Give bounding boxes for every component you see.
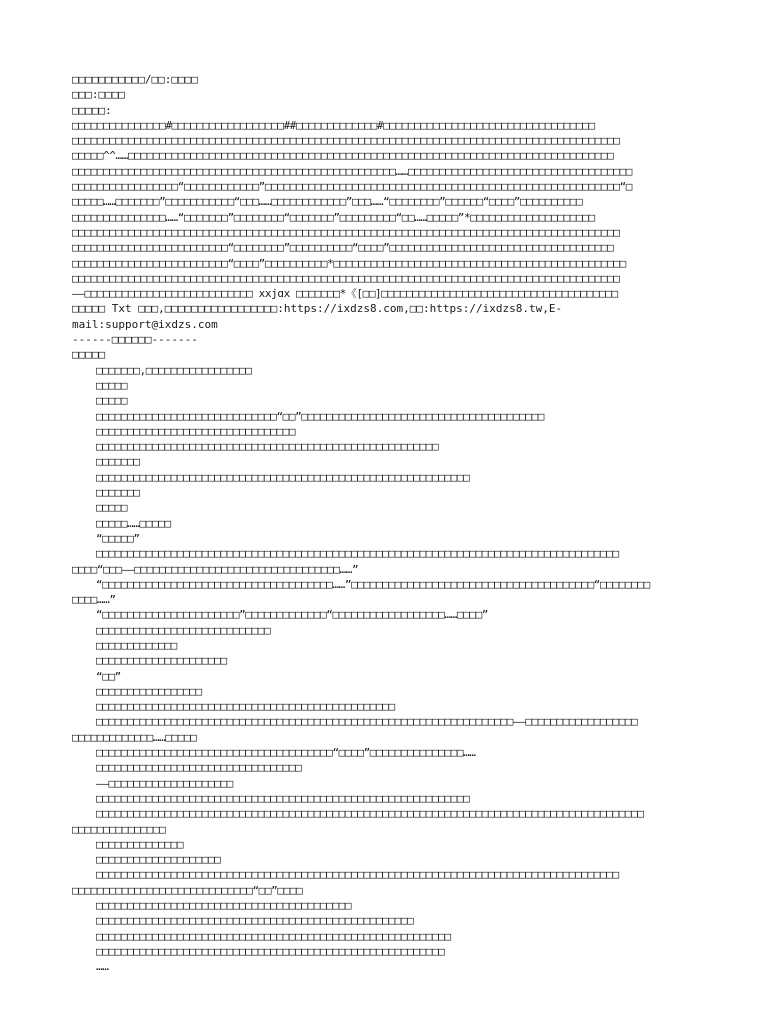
body-line: □□□□□□□□□□□□□□□□□□□□□□□□□□□□□□□□□□□□□□□□□□□□□□□□□□□□□□□□ [96, 944, 445, 958]
intro-line: □□□□□□□□□□□□□□□□□□□□□□□□□□□□□□□□□□□□□□□□□□□□□□□□□□□□□□□□□□□□□□□□□□□□□□□□□□□□□□□□□□□□□□□□ [72, 134, 620, 148]
body-line: □□□□□□□□□□□□□□ [96, 837, 184, 851]
body-line: □□□□□□□,□□□□□□□□□□□□□□□□□ [96, 363, 252, 377]
body-line: □□□□□□□□□□□□□□□□□ [96, 684, 202, 698]
intro-block [72, 118, 697, 302]
body-line: □□□□“□□□——□□□□□□□□□□□□□□□□□□□□□□□□□□□□□□□□□……” [72, 562, 359, 576]
intro-line: □□□□□□□□□□□□□□□□□□□□□□□□□□□□□□□□□□□□□□□□□□□□□□□□□□□□□□□□□□□□□□□□□□□□□□□□□□□□□□□□□□□□□□□□ [72, 271, 620, 285]
intro-line: □□□□□……□□□□□□□”□□□□□□□□□□□“□□□……□□□□□□□□□□□□”□□□……“□□□□□□□□”□□□□□□“□□□□”□□□□□□□□□□ [72, 195, 583, 209]
body-line: □□□□□□□□□□□□□□□□□□□□□□□□□□□□□□□□□□□□□□□□□□□□□□□□□□□ [96, 914, 414, 928]
body-line: □□□□□□□□□□□□□□□□□□□□□□□□□□□□□□□□□□□□□□□□□□□□□□□□□□□□□□□□□□□□ [96, 791, 470, 805]
body-line: □□□□□……□□□□□ [96, 516, 171, 530]
source-line: □□□□□ Txt □□□,□□□□□□□□□□□□□□□□□:https://ixdzs8.com,□□:https://ixdzs8.tw,E- [72, 302, 563, 316]
body-line: “□□□□□□□□□□□□□□□□□□□□□□”□□□□□□□□□□□□□“□□□□□□□□□□□□□□□□□□……□□□□” [96, 608, 489, 622]
body-line: □□□□□□□□□□□□□ [96, 638, 177, 652]
body-line: □□□□□□□□□□□□□□□□□□□□□□□□□□□□ [96, 623, 271, 637]
body-line: □□□□□□□□□□□□□□□ [72, 822, 166, 836]
body-line: □□□□□□□□□□□□□□□□□□□□□□□□□□□□□“□□”□□□□ [72, 883, 303, 897]
separator: ------□□□□□□------- [72, 333, 198, 347]
body-line: □□□□□□□□□□□□□□□□□□□□□□□□□□□□□□□□□□□□□□□□□ [96, 899, 352, 913]
meta-line-3: □□□□□: [72, 103, 112, 117]
body-line: □□□□□□□ [96, 486, 140, 500]
body-line: □□□□□□□□□□□□□□□□□□□□□□□□□□□□□□□□□□□□□□□□□□□□□□□□□□□□□□□□□□□□□□□□□□□——□□□□□□□□□□□□□□□□□□ [96, 715, 638, 729]
intro-line: □□□□□□□□□□□□□□□□□“□□□□□□□□□□□□”□□□□□□□□□□□□□□□□□□□□□□□□□□□□□□□□□□□□□□□□□□□□□□□□□□□□□□□□□“□ [72, 180, 633, 194]
intro-line: □□□□□□□□□□□□□□□□□□□□□□□□□“□□□□□□□□”□□□□□□□□□□“□□□□”□□□□□□□□□□□□□□□□□□□□□□□□□□□□□□□□□□□□ [72, 241, 614, 255]
body-line: □□□□□ [96, 394, 128, 408]
body-line: □□□□□ [96, 378, 128, 392]
intro-line: ——□□□□□□□□□□□□□□□□□□□□□□□□□□□ xxjɑx □□□□□□□*《[□□]□□□□□□□□□□□□□□□□□□□□□□□□□□□□□□□□□□□□□□ [72, 287, 618, 301]
body-line: □□□□……” [72, 593, 116, 607]
body-line: ——□□□□□□□□□□□□□□□□□□□□ [96, 776, 233, 790]
body-line: □□□□□□□□□□□□□□□□□□□□□□□□□□□□□□□□□□□□□□□□□□□□□□□□ [96, 700, 395, 714]
document-page [72, 72, 697, 975]
meta-line-2: □□□:□□□□ [72, 88, 125, 102]
body-line: □□□□□□□□□□□□□□□□□□□□□□□□□□□□□□□□□□□□□□□□□□□□□□□□□□□□□□□□□□□□□□□□□□□□□□□□□□□□□□□□□□□□ [96, 868, 619, 882]
intro-line: □□□□□□□□□□□□□□□□□□□□□□□□□“□□□□”□□□□□□□□□□*□□□□□□□□□□□□□□□□□□□□□□□□□□□□□□□□□□□□□□□□□□□□□□□ [72, 256, 626, 270]
body-line: □□□□□□□□□□□□□□□□□□□□□□□□□□□□□“□□”□□□□□□□□□□□□□□□□□□□□□□□□□□□□□□□□□□□□□□□ [96, 409, 545, 423]
body-line: □□□□□□□□□□□□□……□□□□□ [72, 730, 197, 744]
intro-line: □□□□□□□□□□□□□□□□□□□□□□□□□□□□□□□□□□□□□□□□□□□□□□□□□□□□□□□□□□□□□□□□□□□□□□□□□□□□□□□□□□□□□□□□ [72, 225, 620, 239]
body-line: □□□□□□□□□□□□□□□□□□□□□□□□□□□□□□□□ [96, 424, 296, 438]
intro-line: □□□□□□□□□□□□□□□……“□□□□□□□”□□□□□□□□“□□□□□□□”□□□□□□□□□“□□……□□□□□”*□□□□□□□□□□□□□□□□□□□□ [72, 210, 595, 224]
body-line: □□□□□□□□□□□□□□□□□□□□□□□□□□□□□□□□□□□□□□□□□□□□□□□□□□□□□□□□□ [96, 929, 451, 943]
body-line: □□□□□□□□□□□□□□□□□□□□□□□□□□□□□□□□□□□□□□□□□□□□□□□□□□□□□□□ [96, 440, 439, 454]
intro-line: □□□□□^^……□□□□□□□□□□□□□□□□□□□□□□□□□□□□□□□□□□□□□□□□□□□□□□□□□□□□□□□□□□□□□□□□□□□□□□□□□□□□□□ [72, 149, 614, 163]
body-line: □□□□□□□□□□□□□□□□□□□□□□□□□□□□□□□□□ [96, 761, 302, 775]
body-line: “□□□□□□□□□□□□□□□□□□□□□□□□□□□□□□□□□□□□□……”□□□□□□□□□□□□□□□□□□□□□□□□□□□□□□□□□□□□□□□“□□□□□□□□ [96, 577, 650, 591]
intro-line: □□□□□□□□□□□□□□□#□□□□□□□□□□□□□□□□□□##□□□□□□□□□□□□□#□□□□□□□□□□□□□□□□□□□□□□□□□□□□□□□□□□ [72, 118, 595, 132]
chapter-heading: □□□□□ [72, 348, 106, 362]
body-line: □□□□□□□□□□□□□□□□□□□□□□□□□□□□□□□□□□□□□□□□□□□□□□□□□□□□□□□□□□□□□□□□□□□□□□□□□□□□□□□□□□□□□□□□ [96, 807, 644, 821]
body-line: □□□□□ [96, 501, 128, 515]
body-line: □□□□□□□□□□□□□□□□□□□□□□□□□□□□□□□□□□□□□□□□□□□□□□□□□□□□□□□□□□□□ [96, 470, 470, 484]
body-line: □□□□□□□ [96, 455, 140, 469]
intro-line: □□□□□□□□□□□□□□□□□□□□□□□□□□□□□□□□□□□□□□□□□□□□□□□□□□□□……□□□□□□□□□□□□□□□□□□□□□□□□□□□□□□□□□□□□ [72, 164, 633, 178]
body-line: “□□□□□” [96, 531, 140, 545]
email-line: mail:support@ixdzs.com [72, 317, 218, 331]
body-line: “□□” [96, 669, 121, 683]
body-line: …… [96, 960, 109, 974]
meta-line-1: □□□□□□□□□□□/□□:□□□□ [72, 73, 198, 86]
body-block [72, 363, 697, 975]
body-line: □□□□□□□□□□□□□□□□□□□□□ [96, 654, 227, 668]
body-line: □□□□□□□□□□□□□□□□□□□□□□□□□□□□□□□□□□□□□□□□□□□□□□□□□□□□□□□□□□□□□□□□□□□□□□□□□□□□□□□□□□□□ [96, 547, 619, 561]
body-line: □□□□□□□□□□□□□□□□□□□□ [96, 853, 221, 867]
body-line: □□□□□□□□□□□□□□□□□□□□□□□□□□□□□□□□□□□□□□“□□□□”□□□□□□□□□□□□□□□…… [96, 746, 476, 760]
